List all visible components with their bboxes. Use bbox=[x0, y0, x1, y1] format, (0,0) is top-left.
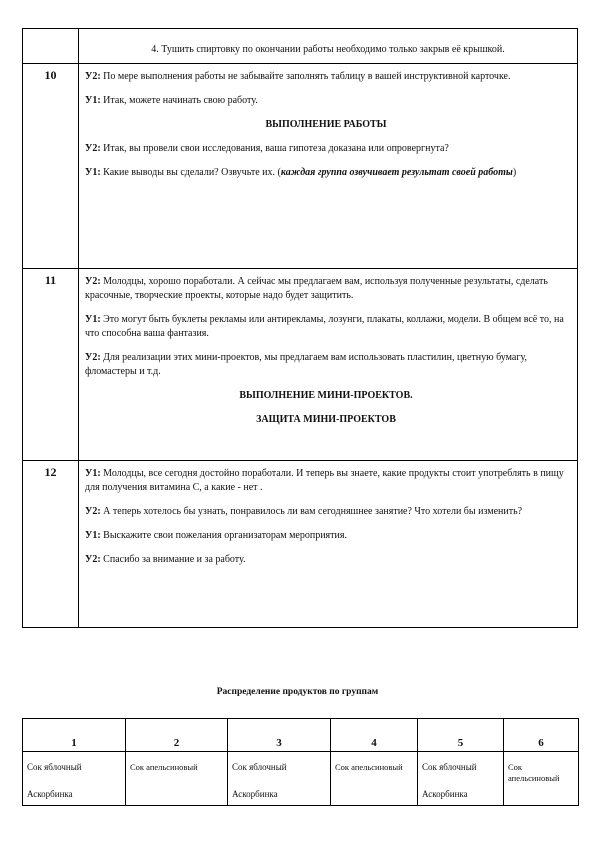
table-row bbox=[23, 269, 578, 461]
row-number: 12 bbox=[44, 465, 57, 479]
speaker-label: У2: bbox=[85, 143, 101, 154]
paragraph-text: ) bbox=[512, 167, 517, 178]
row-number: 10 bbox=[44, 68, 57, 82]
paragraph bbox=[85, 94, 567, 108]
table-row bbox=[23, 29, 578, 64]
row-content-cell bbox=[79, 461, 578, 628]
product-item: Аскорбинка bbox=[232, 789, 278, 799]
speaker-label: У2: bbox=[85, 71, 101, 82]
paragraph bbox=[85, 313, 567, 341]
paragraph-text: Молодцы, хорошо поработали. А сейчас мы предлагаем вам, используя полученные результаты, сделать красочные, творческие проекты, которые надо будет защитить. bbox=[85, 276, 548, 301]
table-row bbox=[23, 461, 578, 628]
group-products-cell bbox=[126, 752, 228, 806]
group-products-cell bbox=[23, 752, 126, 806]
groups-header-row bbox=[23, 719, 579, 752]
product-item: Аскорбинка bbox=[27, 789, 73, 799]
product-item: Сок апельсиновый bbox=[335, 762, 403, 772]
row-content-cell bbox=[79, 29, 578, 64]
paragraph bbox=[85, 70, 567, 84]
group-number: 1 bbox=[23, 719, 126, 752]
distribution-title: Распределение продуктов по группам bbox=[216, 687, 379, 697]
speaker-label: У1: bbox=[85, 95, 101, 106]
row-number-cell bbox=[23, 269, 79, 461]
table-row bbox=[23, 64, 578, 269]
speaker-label: У1: bbox=[85, 468, 101, 479]
paragraph bbox=[85, 166, 567, 180]
paragraph-text: Какие выводы вы сделали? Озвучьте их. ( bbox=[100, 167, 281, 178]
paragraph bbox=[85, 529, 567, 543]
paragraph bbox=[85, 553, 567, 567]
group-number: 3 bbox=[228, 719, 331, 752]
section-heading: ВЫПОЛНЕНИЕ МИНИ-ПРОЕКТОВ. bbox=[239, 390, 413, 401]
group-number: 6 bbox=[504, 719, 579, 752]
group-products-cell bbox=[504, 752, 579, 806]
row-number-cell bbox=[23, 29, 79, 64]
section-heading: ЗАЩИТА МИНИ-ПРОЕКТОВ bbox=[256, 414, 396, 425]
product-item: Сок яблочный bbox=[27, 762, 82, 772]
product-item: Сок яблочный bbox=[422, 762, 477, 772]
speaker-label: У2: bbox=[85, 276, 101, 287]
groups-products-row bbox=[23, 752, 579, 806]
group-products-cell bbox=[228, 752, 331, 806]
paragraph-text: А теперь хотелось бы узнать, понравилось ли вам сегодняшнее занятие? Что хотели бы изменить? bbox=[100, 506, 523, 517]
groups-table bbox=[22, 718, 579, 806]
row-number-cell bbox=[23, 461, 79, 628]
group-number: 5 bbox=[418, 719, 504, 752]
paragraph-text: Итак, вы провели свои исследования, ваша гипотеза доказана или опровергнута? bbox=[100, 143, 449, 154]
product-item: Сок апельсиновый bbox=[508, 762, 560, 783]
safety-rule-text: 4. Тушить спиртовку по окончании работы необходимо только закрыв её крышкой. bbox=[151, 44, 505, 55]
group-products-cell bbox=[331, 752, 418, 806]
product-item: Сок яблочный bbox=[232, 762, 287, 772]
paragraph bbox=[85, 351, 567, 379]
paragraph-text: По мере выполнения работы не забывайте заполнять таблицу в вашей инструктивной карточке. bbox=[100, 71, 511, 82]
speaker-label: У1: bbox=[85, 167, 101, 178]
row-number-cell bbox=[23, 64, 79, 269]
row-content-cell bbox=[79, 269, 578, 461]
speaker-label: У2: bbox=[85, 554, 101, 565]
product-item: Аскорбинка bbox=[422, 789, 468, 799]
paragraph bbox=[85, 275, 567, 303]
speaker-label: У2: bbox=[85, 352, 101, 363]
group-products-cell bbox=[418, 752, 504, 806]
paragraph-text: Спасибо за внимание и за работу. bbox=[100, 554, 246, 565]
paragraph-text: Это могут быть буклеты рекламы или антирекламы, лозунги, плакаты, коллажи, модели. В общем всё то, на что способна ваша фантазия. bbox=[85, 314, 564, 339]
group-number: 2 bbox=[126, 719, 228, 752]
paragraph bbox=[85, 467, 567, 495]
product-item: Сок апельсиновый bbox=[130, 762, 198, 772]
speaker-label: У1: bbox=[85, 314, 101, 325]
paragraph-text: Итак, можете начинать свою работу. bbox=[100, 95, 258, 106]
speaker-label: У2: bbox=[85, 506, 101, 517]
section-heading: ВЫПОЛНЕНИЕ РАБОТЫ bbox=[265, 119, 387, 130]
speaker-label: У1: bbox=[85, 530, 101, 541]
row-number bbox=[23, 29, 78, 33]
group-number: 4 bbox=[331, 719, 418, 752]
paragraph bbox=[85, 505, 567, 519]
paragraph-text: Молодцы, все сегодня достойно поработали. И теперь вы знаете, какие продукты стоит употреблять в пищу для получения витамина С, а какие - нет . bbox=[85, 468, 564, 493]
paragraph bbox=[85, 142, 567, 156]
paragraph-text: Для реализации этих мини-проектов, мы предлагаем вам использовать пластилин, цветную бумагу, фломастеры и т.д. bbox=[85, 352, 527, 377]
lesson-table bbox=[22, 28, 578, 628]
row-content-cell bbox=[79, 64, 578, 269]
row-number: 11 bbox=[44, 273, 57, 287]
italic-note: каждая группа озвучивает результат своей работы bbox=[280, 167, 513, 178]
paragraph-text: Выскажите свои пожелания организаторам мероприятия. bbox=[100, 530, 347, 541]
